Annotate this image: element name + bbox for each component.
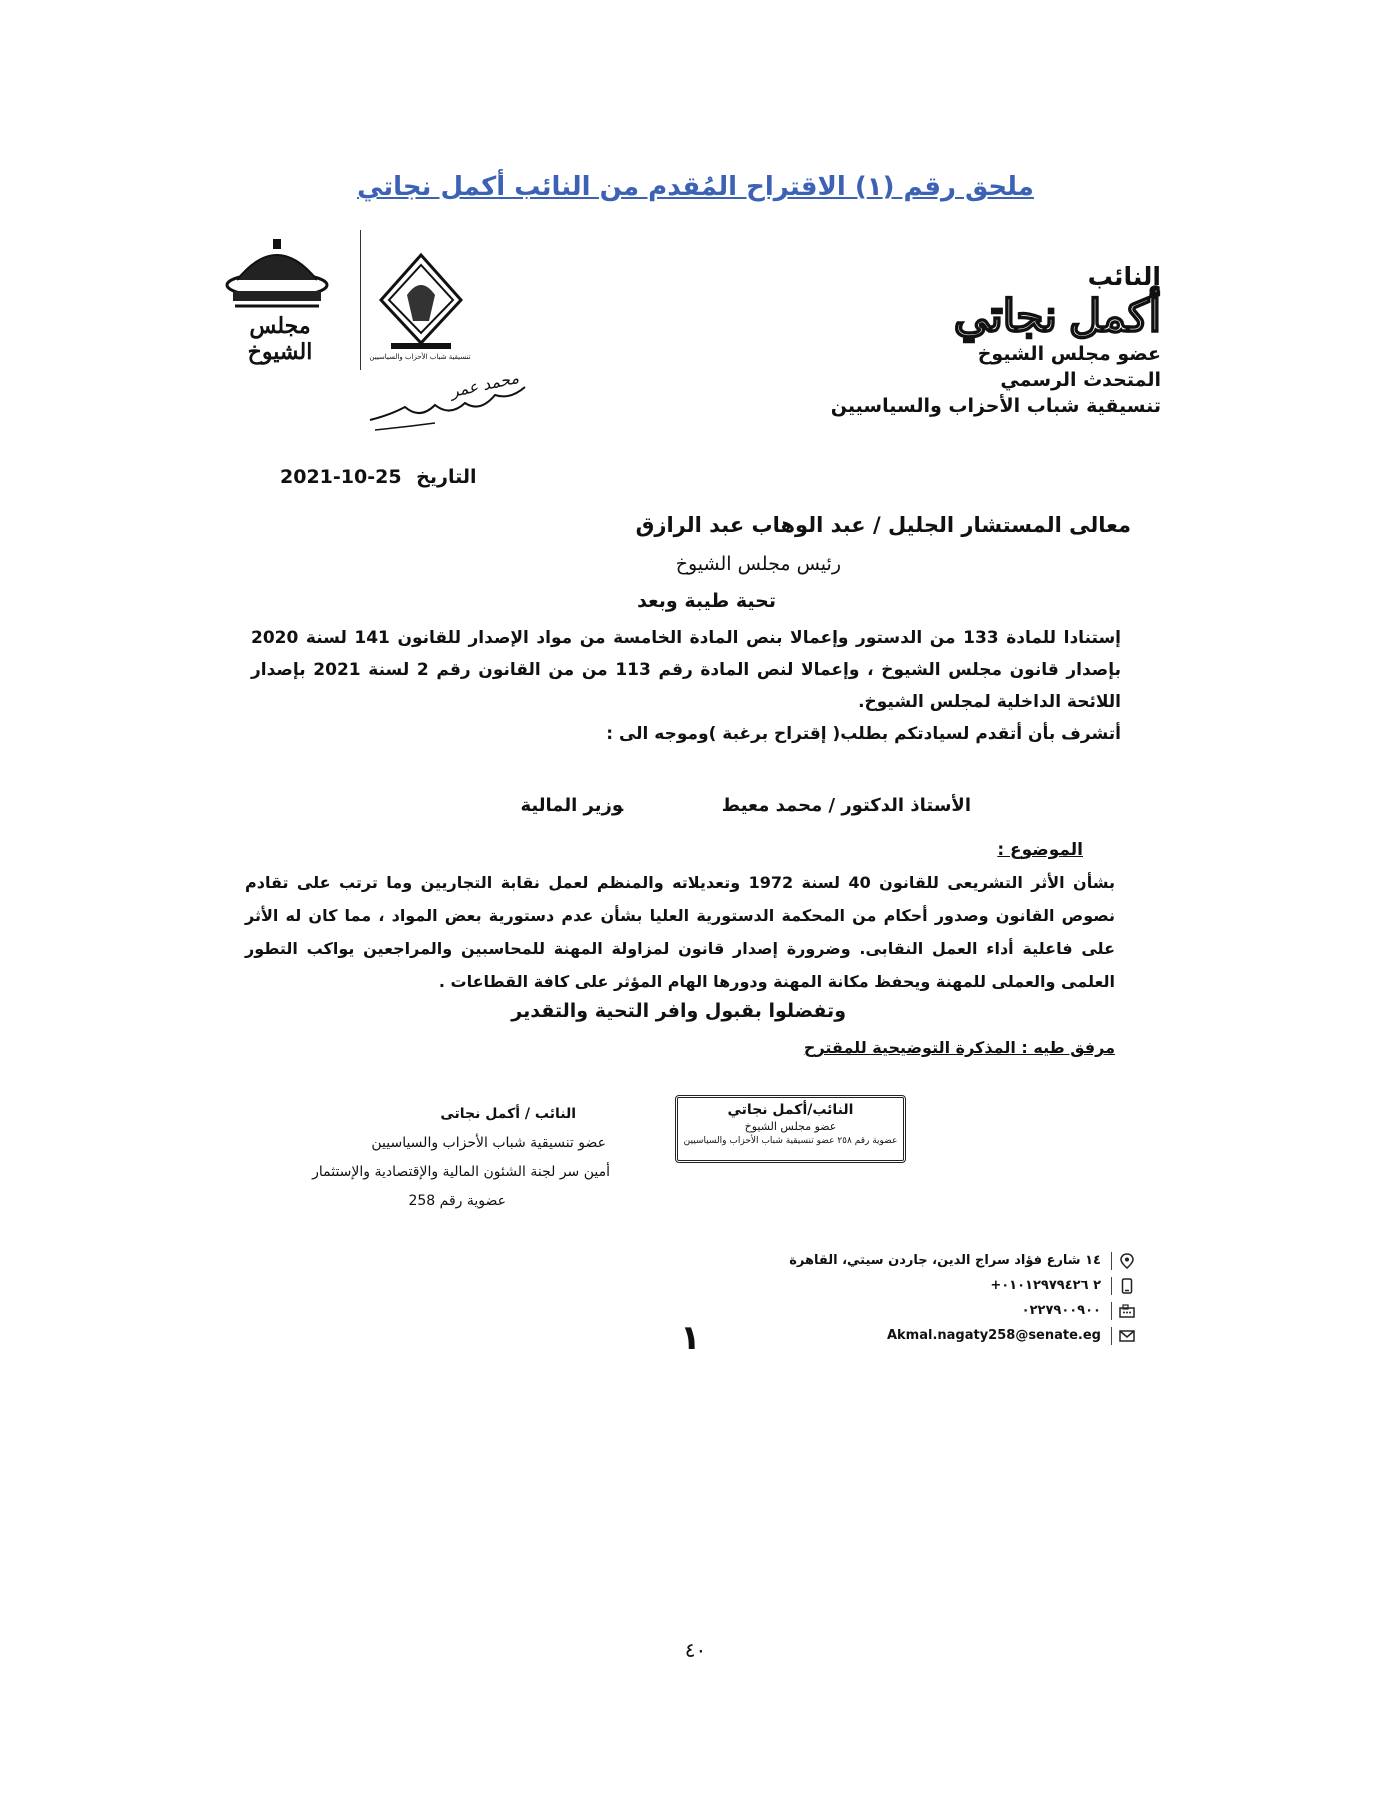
body-paragraph: إستنادا للمادة 133 من الدستور وإعمالا بنص المادة الخامسة من مواد الإصدار للقانون 141 لسنة 2020 بإصدار قانون مجلس الشيوخ ، وإعمالا لنص المادة رقم 113 من من القانون رقم 2 لسنة 2021 بإصدار اللائحة الداخلية لمجلس الشيوخ. xyxy=(251,628,1122,712)
email-text: Akmal.nagaty258@senate.eg xyxy=(886,1328,1101,1343)
date-value: 2021-10-25 xyxy=(280,466,402,488)
sender-header xyxy=(781,262,1161,419)
sender-line: تنسيقية شباب الأحزاب والسياسيين xyxy=(830,395,1161,417)
attachment-line: مرفق طيه : المذكرة التوضيحية للمقترح xyxy=(803,1038,1115,1057)
signature-block xyxy=(186,1100,610,1216)
mobile-phone-icon xyxy=(1111,1277,1136,1295)
page-number: ٤٠ xyxy=(684,1638,707,1662)
document-title: ملحق رقم (١) الاقتراح المُقدم من النائب أكمل نجاتي xyxy=(357,172,1034,202)
greeting: تحية طيبة وبعد xyxy=(637,590,776,612)
closing-line: وتفضلوا بقبول وافر التحية والتقدير xyxy=(511,1000,846,1022)
address-text: ١٤ شارع فؤاد سراج الدين، جاردن سيتي، القاهرة xyxy=(789,1253,1101,1268)
date-line xyxy=(280,466,476,488)
stamp-line: عضو مجلس الشيوخ xyxy=(744,1120,837,1133)
contact-phone xyxy=(716,1298,1136,1323)
stamp-line: النائب/أكمل نجاتي xyxy=(727,1102,854,1118)
signature-line: عضو تنسيقية شباب الأحزاب والسياسيين xyxy=(371,1135,606,1151)
contact-address xyxy=(716,1248,1136,1273)
location-pin-icon xyxy=(1111,1252,1136,1270)
body-block xyxy=(251,622,1121,750)
addressee-name: الأستاذ الدكتور / محمد معيط xyxy=(723,795,971,816)
sender-line: عضو مجلس الشيوخ xyxy=(977,343,1161,365)
date-label: التاريخ xyxy=(416,466,477,488)
coordination-logo-text: تنسيقية شباب الأحزاب والسياسيين xyxy=(369,353,471,361)
handwritten-text: محمد عمر xyxy=(448,368,521,401)
subject-label: الموضوع : xyxy=(997,840,1083,860)
stamp-line: عضوية رقم ٢٥٨ عضو تنسيقية شباب الأحزاب والسياسيين xyxy=(683,1136,898,1146)
mobile-text: +٢ ٠١٠١٢٩٧٩٤٢٦ xyxy=(990,1278,1101,1293)
body-intro: أتشرف بأن أتقدم لسيادتكم بطلب( إقتراح برغبة )وموجه الى : xyxy=(606,724,1121,744)
recipient-salutation: معالى المستشار الجليل / عبد الوهاب عبد الرازق xyxy=(635,513,1131,537)
phone-text: ٠٢٢٧٩٠٠٩٠٠ xyxy=(1021,1303,1101,1318)
signature-line: أمين سر لجنة الشئون المالية والإقتصادية والإستثمار xyxy=(312,1164,610,1180)
signature-line: عضوية رقم 258 xyxy=(408,1193,506,1209)
contact-email xyxy=(716,1323,1136,1348)
contact-mobile xyxy=(716,1273,1136,1298)
signature-name: النائب / أكمل نجاتى xyxy=(440,1106,576,1122)
contact-block xyxy=(716,1248,1136,1348)
desk-phone-icon xyxy=(1111,1302,1136,1320)
email-envelope-icon xyxy=(1111,1327,1136,1345)
sender-name: أكمل نجاتي xyxy=(953,292,1161,341)
handwritten-page-mark: ١ xyxy=(680,1318,701,1358)
sender-label: النائب xyxy=(1087,262,1161,291)
logos-group xyxy=(215,235,495,375)
handwritten-note xyxy=(365,368,545,435)
recipient-title: رئيس مجلس الشيوخ xyxy=(675,553,841,575)
addressee xyxy=(371,795,971,816)
official-stamp xyxy=(675,1095,906,1163)
senate-logo-text: مجلس الشيوخ xyxy=(247,313,313,365)
subject-text: بشأن الأثر التشريعى للقانون 40 لسنة 1972 وتعديلاته والمنظم لعمل نقابة التجاريين وما ترتب على تقادم نصوص القانون وصدور أحكام من المحكمة الدستورية العليا بشأن عدم دستورية بعض المواد ، مما كان له الأثر على فاعلية أداء العمل النقابى. وضرورة إصدار قانون لمزاولة المهنة للمحاسبين والمراجعين يواكب التطور العلمى والعملى للمهنة ويحفظ مكانة المهنة ودورها الهام المؤثر على كافة القطاعات . xyxy=(245,873,1116,991)
addressee-role: وزير المالية xyxy=(520,795,624,816)
sender-line: المتحدث الرسمي xyxy=(1000,369,1161,391)
header-divider xyxy=(360,230,361,370)
